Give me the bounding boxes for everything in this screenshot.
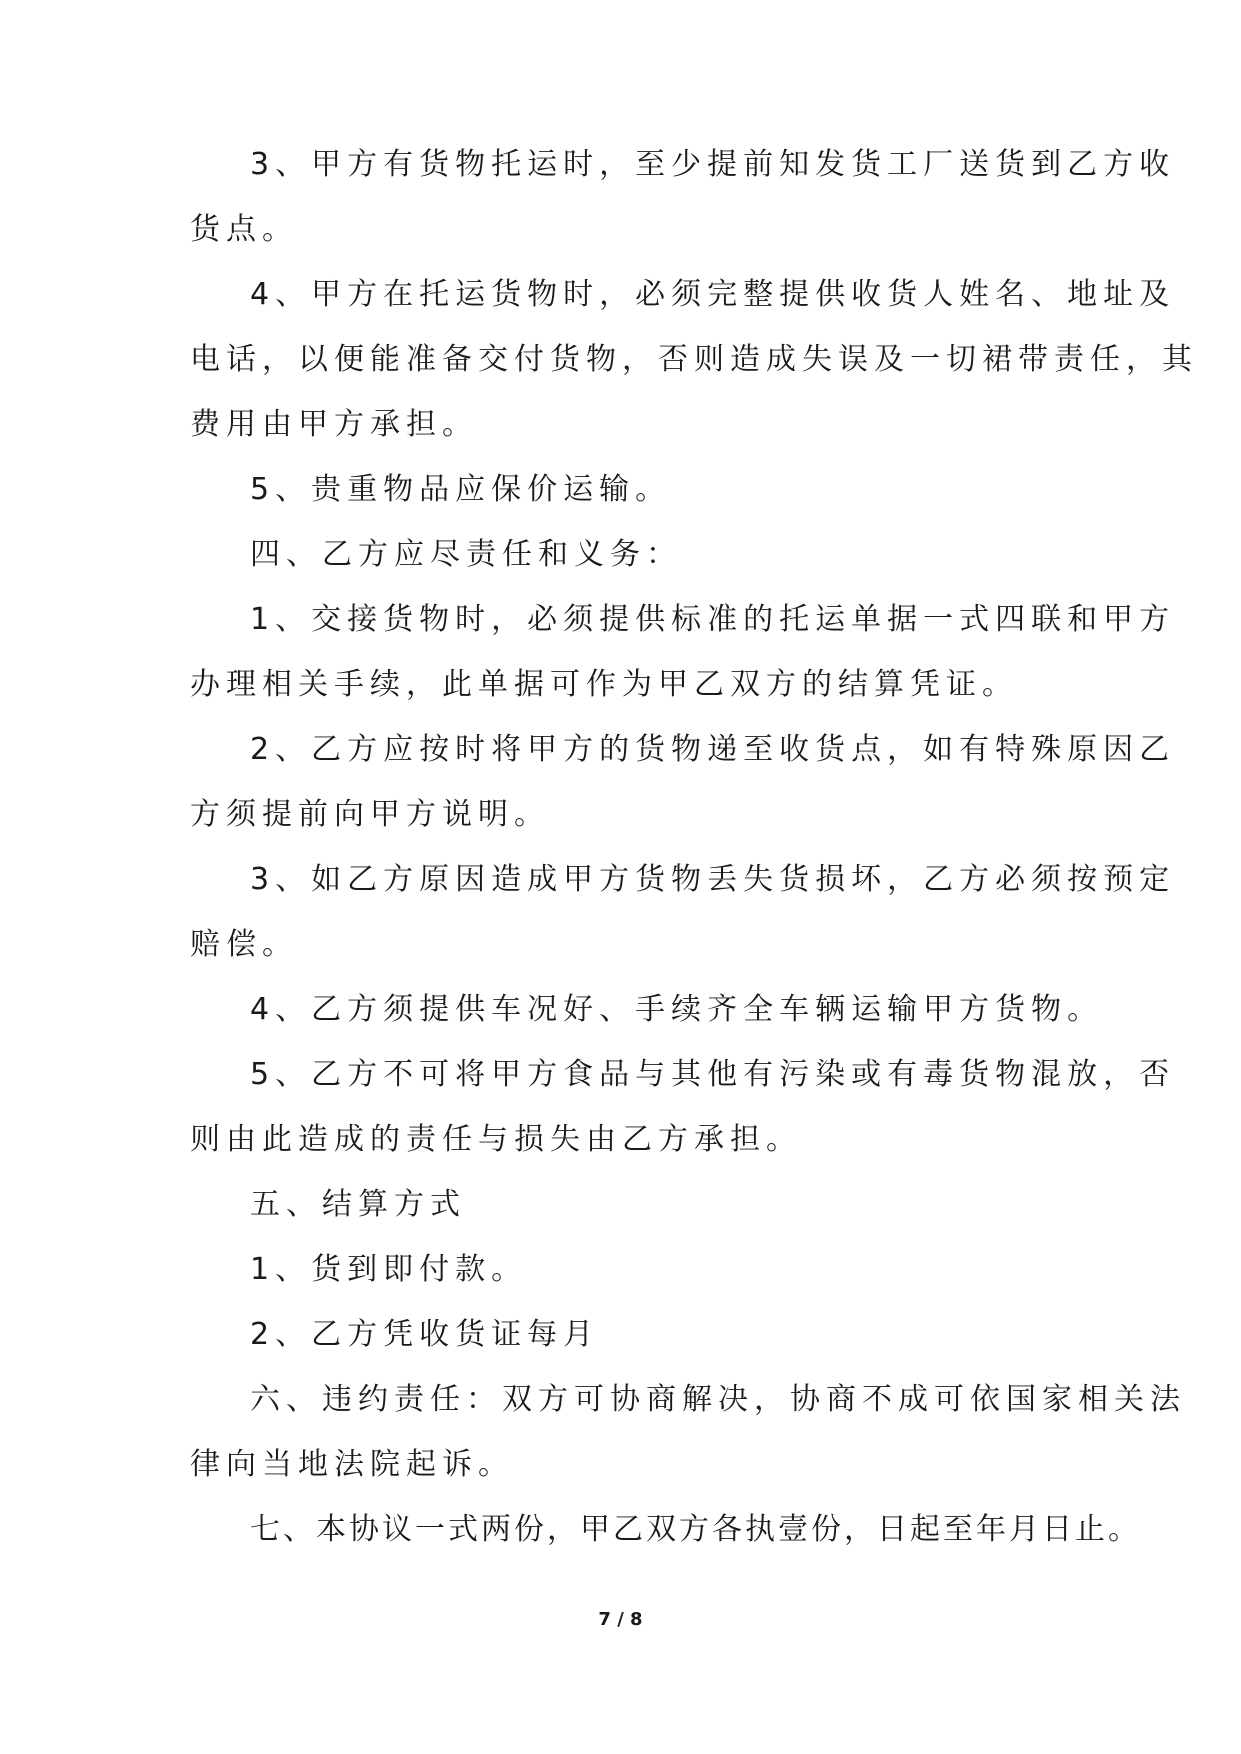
p1-line2: 货点。: [190, 212, 298, 247]
p6-line2: 方须提前向甲方说明。: [190, 797, 550, 832]
page-number: 7 / 8: [598, 1609, 643, 1630]
p3-line1: 5、贵重物品应保价运输。: [250, 472, 672, 507]
p12-line1: 2、乙方凭收货证每月: [250, 1317, 600, 1352]
p2-line2: 电话，以便能准备交付货物，否则造成失误及一切裙带责任，其: [190, 342, 1198, 377]
p7-line2: 赔偿。: [190, 927, 298, 962]
p5-line2: 办理相关手续，此单据可作为甲乙双方的结算凭证。: [190, 667, 1018, 702]
p14-line1: 七、本协议一式两份，甲乙双方各执壹份，日起至年月日止。: [250, 1512, 1141, 1547]
p7-line1: 3、如乙方原因造成甲方货物丢失货损坏，乙方必须按预定: [250, 862, 1176, 897]
p13-line1: 六、违约责任：双方可协商解决，协商不成可依国家相关法: [250, 1382, 1186, 1417]
p1-line1: 3、甲方有货物托运时，至少提前知发货工厂送货到乙方收: [250, 147, 1176, 182]
p11-line1: 1、货到即付款。: [250, 1252, 528, 1287]
p2-line1: 4、甲方在托运货物时，必须完整提供收货人姓名、地址及: [250, 277, 1176, 312]
p9-line1: 5、乙方不可将甲方食品与其他有污染或有毒货物混放，否: [250, 1057, 1176, 1092]
p2-line3: 费用由甲方承担。: [190, 407, 478, 442]
p8-line1: 4、乙方须提供车况好、手续齐全车辆运输甲方货物。: [250, 992, 1104, 1027]
p9-line2: 则由此造成的责任与损失由乙方承担。: [190, 1122, 802, 1157]
p5-line1: 1、交接货物时，必须提供标准的托运单据一式四联和甲方: [250, 602, 1176, 637]
section-heading-5: 五、结算方式: [250, 1187, 466, 1222]
section-heading-4: 四、乙方应尽责任和义务：: [250, 537, 682, 572]
p13-line2: 律向当地法院起诉。: [190, 1447, 514, 1482]
p6-line1: 2、乙方应按时将甲方的货物递至收货点，如有特殊原因乙: [250, 732, 1176, 767]
